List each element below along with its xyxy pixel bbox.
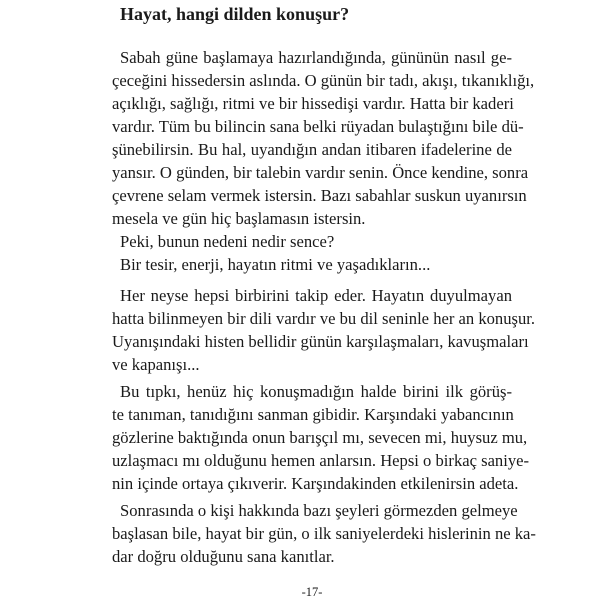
body-line: Bir tesir, enerji, hayatın ritmi ve yaşadıkların... bbox=[120, 255, 431, 274]
body-line: Her neyse hepsi birbirini takip eder. Hayatın duyulmayan bbox=[120, 286, 512, 305]
body-line: dar doğru olduğunu sana kanıtlar. bbox=[112, 547, 335, 566]
page-number: -17- bbox=[301, 585, 323, 599]
body-line: Sabah güne başlamaya hazırlandığında, gününün nasıl ge- bbox=[120, 48, 512, 67]
section-title: Hayat, hangi dilden konuşur? bbox=[120, 4, 350, 24]
body-line: vardır. Tüm bu bilincin sana belki rüyadan bulaştığını bile dü- bbox=[112, 117, 524, 136]
body-line: Sonrasında o kişi hakkında bazı şeyleri görmezden gelmeye bbox=[120, 501, 518, 520]
book-page bbox=[112, 0, 536, 600]
body-line: Peki, bunun nedeni nedir sence? bbox=[120, 232, 335, 251]
body-line: uzlaşmacı mı olduğunu hemen anlarsın. Hepsi o birkaç saniye- bbox=[112, 451, 530, 470]
body-line: gözlerine baktığında onun barışçıl mı, sevecen mi, huysuz mu, bbox=[112, 428, 528, 447]
body-line: nin içinde ortaya çıkıverir. Karşındakinden etkilenirsin adeta. bbox=[112, 474, 519, 493]
body-line: başlasan bile, hayat bir gün, o ilk saniyelerdeki hislerinin ne ka- bbox=[112, 524, 536, 543]
body-line: Uyanışındaki histen bellidir günün karşılaşmaları, kavuşmaları bbox=[112, 332, 529, 351]
body-line: şünebilirsin. Bu hal, uyandığın andan itibaren ifadelerine de bbox=[112, 140, 512, 159]
body-line: te tanıman, tanıdığını sanman gibidir. Karşındaki yabancının bbox=[112, 405, 514, 424]
body-line: yansır. O günden, bir talebin vardır senin. Önce kendine, sonra bbox=[112, 163, 529, 182]
body-line: hatta bilinmeyen bir dili vardır ve bu dil seninle her an konuşur. bbox=[112, 309, 536, 328]
body-line: ve kapanışı... bbox=[112, 355, 200, 374]
body-line: mesela ve gün hiç başlamasın istersin. bbox=[112, 209, 366, 228]
body-line: çeceğini hissedersin aslında. O günün bir tadı, akışı, tıkanıklığı, bbox=[112, 71, 535, 90]
body-line: açıklığı, sağlığı, ritmi ve bir hissedişi vardır. Hatta bir kaderi bbox=[112, 94, 514, 113]
body-line: çevrene selam vermek istersin. Bazı sabahlar suskun uyanırsın bbox=[112, 186, 527, 205]
body-line: Bu tıpkı, henüz hiç konuşmadığın halde birini ilk görüş- bbox=[120, 382, 512, 401]
